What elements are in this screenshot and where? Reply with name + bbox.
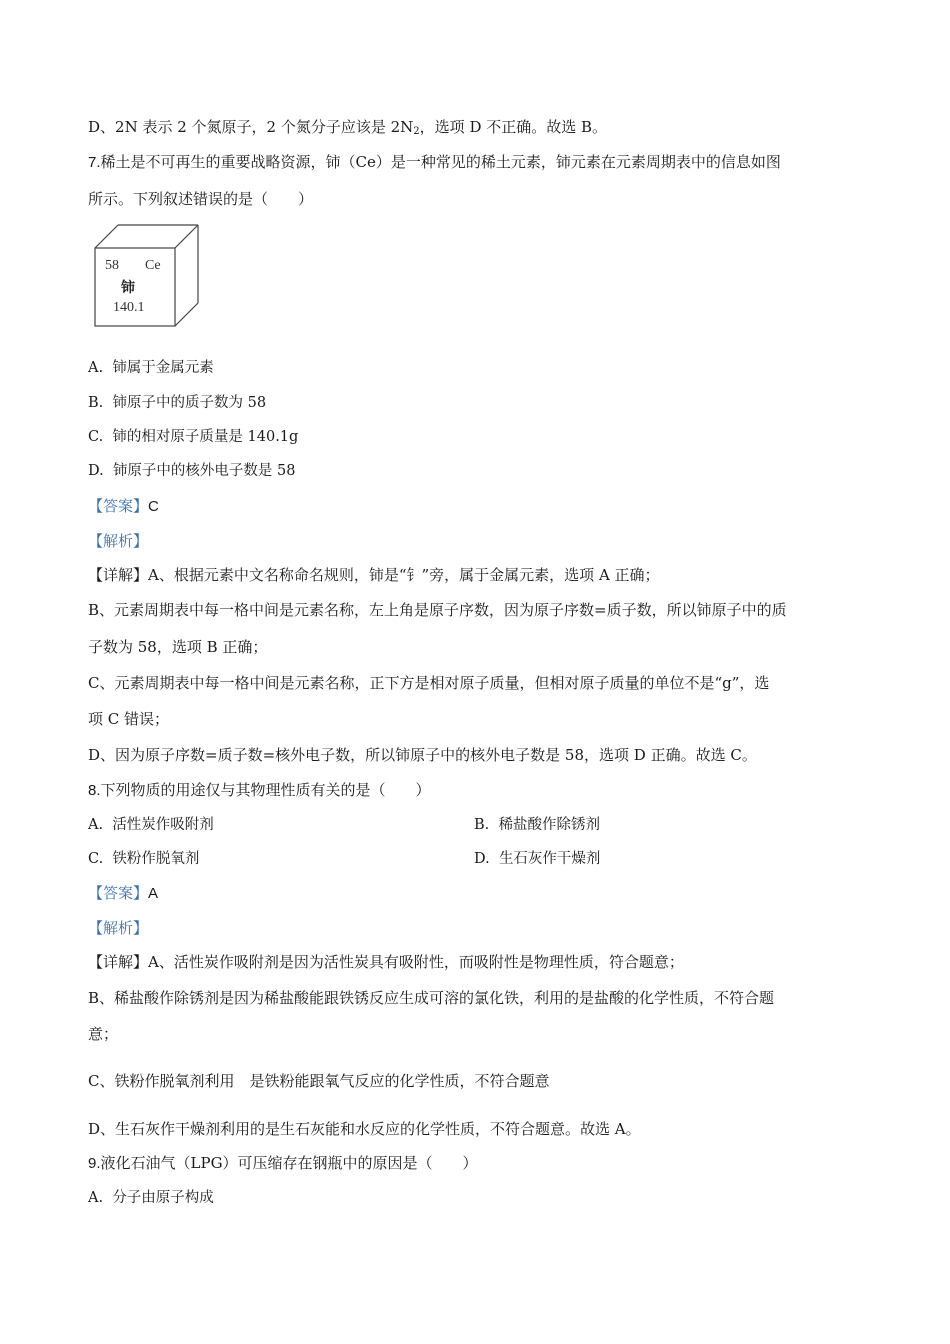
element-cell-figure (92, 222, 204, 330)
q8-number: 8. (88, 782, 101, 799)
atomic-number: 58 (105, 258, 119, 273)
q8-option-d: D. 生石灰作干燥剂 (474, 851, 601, 867)
q7-option-b: B. 铈原子中的质子数为 58 (88, 395, 267, 411)
q8-analysis-tag: 【解析】 (88, 919, 149, 937)
q7-analysis-tag: 【解析】 (88, 532, 149, 550)
cube-outline (92, 222, 204, 330)
q8-detail-line: C、铁粉作脱氧剂利用 是铁粉能跟氧气反应的化学性质，不符合题意 (88, 1072, 550, 1090)
prev-answer-line-d: D、2N 表示 2 个氮原子，2 个氮分子应该是 $2N_2$，选项 D 不正确。故选 B。 (88, 118, 608, 137)
q8-option-a: A. 活性炭作吸附剂 (88, 817, 214, 833)
q7-detail-line: 子数为 58，选项 B 正确； (88, 638, 268, 656)
element-name: 铈 (121, 280, 135, 296)
q7-detail-line: 项 C 错误； (88, 710, 170, 728)
q7-stem-line2: 所示。下列叙述错误的是（ ） (88, 190, 314, 208)
q8-detail-line: D、生石灰作干燥剂利用的是生石灰能和水反应的化学性质，不符合题意。故选 A。 (88, 1120, 641, 1138)
q7-detail-line: B、元素周期表中每一格中间是元素名称，左上角是原子序数，因为原子序数=质子数，所以铈原子中的质 (88, 601, 787, 619)
q8-option-b: B. 稀盐酸作除锈剂 (474, 817, 600, 833)
q8-option-c: C. 铁粉作脱氧剂 (88, 851, 200, 867)
q7-answer: 【答案】C (88, 497, 159, 515)
q9-option-a: A. 分子由原子构成 (88, 1190, 214, 1206)
q7-detail-line: D、因为原子序数=质子数=核外电子数，所以铈原子中的核外电子数是 58，选项 D 正确。故选 C。 (88, 746, 757, 764)
q8-detail-line: B、稀盐酸作除锈剂是因为稀盐酸能跟铁锈反应生成可溶的氯化铁，利用的是盐酸的化学性质，不符合题 (88, 989, 775, 1007)
atomic-mass: 140.1 (113, 300, 145, 315)
q9-number: 9. (88, 1155, 101, 1172)
q8-answer: 【答案】A (88, 884, 159, 902)
element-symbol: Ce (145, 258, 161, 273)
q7-detail-line: C、元素周期表中每一格中间是元素名称，正下方是相对原子质量，但相对原子质量的单位不是“g”，选 (88, 674, 770, 692)
q8-stem: 8.下列物质的用途仅与其物理性质有关的是（ ） (88, 781, 431, 799)
q7-detail-line: 【详解】A、根据元素中文名称命名规则，铈是“钅”旁，属于金属元素，选项 A 正确； (88, 566, 660, 584)
q8-detail-line: 【详解】A、活性炭作吸附剂是因为活性炭具有吸附性，而吸附性是物理性质，符合题意； (88, 953, 684, 971)
q8-detail-line: 意； (88, 1025, 119, 1043)
q7-option-d: D. 铈原子中的核外电子数是 58 (88, 463, 296, 479)
q7-stem-line1: 7.稀土是不可再生的重要战略资源，铈（Ce）是一种常见的稀土元素，铈元素在元素周期表中的信息如图 (88, 153, 781, 171)
q7-option-a: A. 铈属于金属元素 (88, 360, 214, 376)
q7-option-c: C. 铈的相对原子质量是 140.1g (88, 429, 299, 445)
q9-stem: 9.液化石油气（LPG）可压缩存在钢瓶中的原因是（ ） (88, 1154, 478, 1172)
q7-number: 7. (88, 154, 101, 171)
